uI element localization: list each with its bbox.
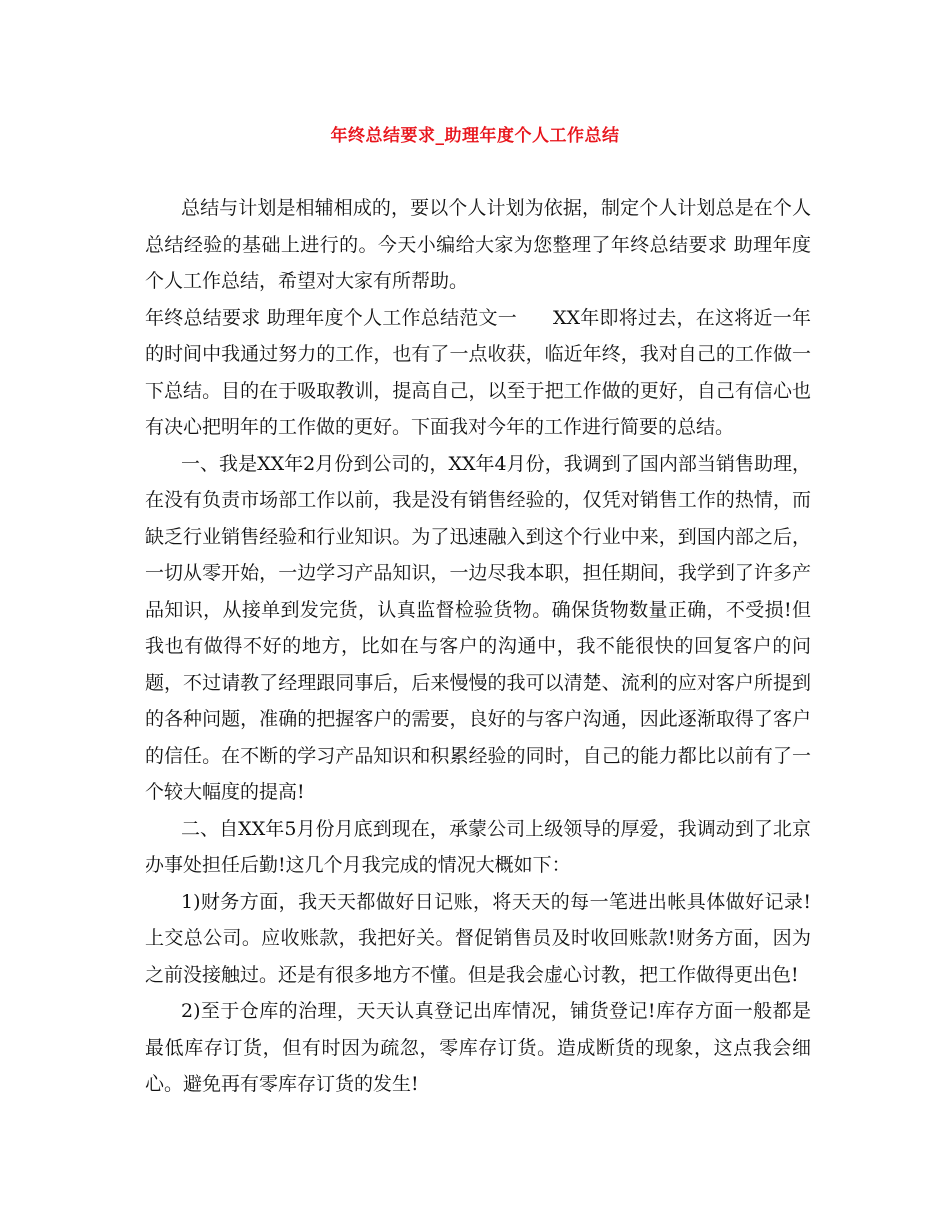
document-body bbox=[145, 190, 811, 1103]
document-title: 年终总结要求_助理年度个人工作总结 bbox=[330, 126, 620, 146]
intro-paragraph: 总结与计划是相辅相成的，要以个人计划为依据，制定个人计划总是在个人总结经验的基础上进行的。今天小编给大家为您整理了年终总结要求 助理年度个人工作总结，希望对大家有所帮助。 bbox=[145, 197, 811, 292]
sample-heading-paragraph bbox=[145, 300, 811, 446]
section-one-paragraph: 一、我是XX年2月份到公司的，XX年4月份，我调到了国内部当销售助理，在没有负责市场部工作以前，我是没有销售经验的，仅凭对销售工作的热情，而缺乏行业销售经验和行业知识。为了迅速融入到这个行业中来，到国内部之后，一切从零开始，一边学习产品知识，一边尽我本职，担任期间，我学到了许多产品知识，从接单到发完货，认真监督检验货物。确保货物数量正确，不受损!但我也有做得不好的地方，比如在与客户的沟通中，我不能很快的回复客户的问题，不过请教了经理跟同事后，后来慢慢的我可以清楚、流利的应对客户所提到的各种问题，准确的把握客户的需要，良好的与客户沟通，因此逐渐取得了客户的信任。在不断的学习产品知识和积累经验的同时，自己的能力都比以前有了一个较大幅度的提高! bbox=[145, 452, 811, 803]
section-two-paragraph: 二、自XX年5月份月底到现在，承蒙公司上级领导的厚爱，我调动到了北京办事处担任后勤!这几个月我完成的情况大概如下： bbox=[145, 817, 811, 876]
sample-heading: 年终总结要求 助理年度个人工作总结范文一 bbox=[145, 306, 517, 329]
sample-heading-continuation: XX年即将过去，在这将近一年的时间中我通过努力的工作，也有了一点收获，临近年终，我对自己的工作做一下总结。目的在于吸取教训，提高自己，以至于把工作做的更好，自己有信心也有决心把明年的工作做的更好。下面我对今年的工作进行简要的总结。 bbox=[145, 306, 811, 438]
warehouse-paragraph: 2)至于仓库的治理，天天认真登记出库情况，铺货登记!库存方面一般都是最低库存订货，但有时因为疏忽，零库存订货。造成断货的现象，这点我会细心。避免再有零库存订货的发生! bbox=[145, 1000, 811, 1095]
finance-paragraph: 1)财务方面，我天天都做好日记账，将天天的每一笔进出帐具体做好记录!上交总公司。应收账款，我把好关。督促销售员及时收回账款!财务方面，因为之前没接触过。还是有很多地方不懂。但是我会虚心讨教，把工作做得更出色! bbox=[145, 890, 811, 986]
